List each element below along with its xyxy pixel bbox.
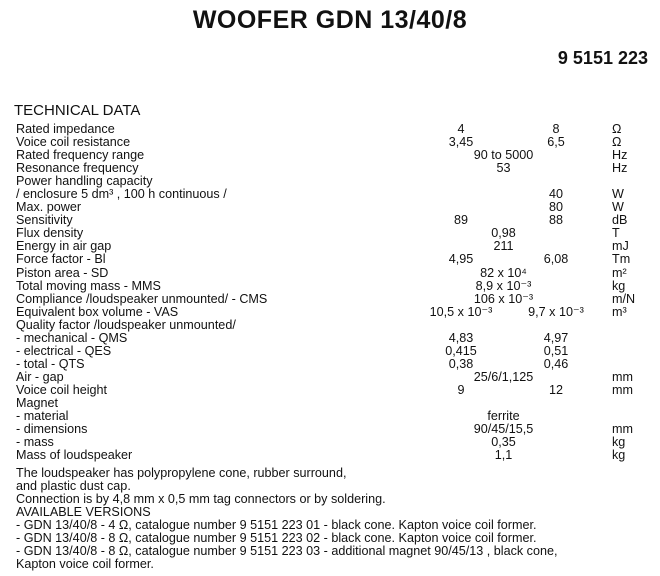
spec-label: Flux density	[16, 226, 84, 241]
spec-value-8ohm: 6,08	[543, 252, 569, 267]
section-heading: TECHNICAL DATA	[14, 102, 141, 119]
spec-unit: Tm	[612, 252, 631, 267]
spec-value-8ohm: 0,51	[543, 343, 569, 358]
spec-value-common: 106 x 10⁻³	[473, 291, 534, 306]
spec-unit: kg	[612, 448, 626, 463]
spec-value-4ohm: 4,83	[448, 330, 474, 345]
spec-label: Mass of loudspeaker	[16, 448, 133, 463]
spec-value-4ohm: 10,5 x 10⁻³	[429, 304, 493, 319]
spec-row	[16, 345, 656, 358]
spec-row	[16, 214, 656, 227]
spec-row	[16, 410, 656, 423]
spec-table	[16, 123, 656, 462]
spec-unit: Ω	[612, 122, 622, 136]
spec-unit: dB	[612, 213, 628, 228]
spec-label: - electrical - QES	[16, 343, 112, 358]
spec-unit: mm	[612, 369, 633, 384]
notes-block	[16, 467, 558, 571]
note-line: - GDN 13/40/8 - 4 Ω, catalogue number 9 5151 223 01 - black cone. Kapton voice coil former.	[16, 518, 537, 533]
spec-label: - dimensions	[16, 422, 88, 437]
spec-row	[16, 397, 656, 410]
spec-label: - mass	[16, 435, 54, 450]
note-line: - GDN 13/40/8 - 8 Ω, catalogue number 9 5151 223 03 - additional magnet 90/45/13 , black cone,	[16, 544, 558, 559]
spec-row	[16, 423, 656, 436]
spec-label: Rated frequency range	[16, 148, 145, 163]
note-line: Kapton voice coil former.	[16, 557, 154, 572]
spec-row	[16, 384, 656, 397]
spec-row	[16, 267, 656, 280]
spec-unit: mJ	[612, 239, 629, 254]
spec-value-4ohm: 4	[457, 122, 465, 136]
note-line: AVAILABLE VERSIONS	[16, 505, 151, 520]
spec-value-4ohm: 4,95	[448, 252, 474, 267]
note-line: The loudspeaker has polypropylene cone, rubber surround,	[16, 466, 347, 480]
spec-unit: Ω	[612, 135, 622, 150]
spec-label: Sensitivity	[16, 213, 73, 228]
spec-unit: Hz	[612, 161, 628, 176]
spec-value-8ohm: 4,97	[543, 330, 569, 345]
spec-label: Compliance /loudspeaker unmounted/ - CMS	[16, 291, 268, 306]
spec-value-8ohm: 80	[548, 200, 563, 215]
spec-value-common: 82 x 10⁴	[480, 265, 527, 280]
spec-label: Force factor - Bl	[16, 252, 106, 267]
spec-value-8ohm: 88	[548, 213, 563, 228]
spec-row	[16, 319, 656, 332]
spec-value-common: 25/6/1,125	[473, 369, 534, 384]
spec-value-4ohm: 0,415	[445, 343, 477, 358]
note-line: Connection is by 4,8 mm x 0,5 mm tag connectors or by soldering.	[16, 492, 386, 507]
spec-value-common: 8,9 x 10⁻³	[475, 278, 532, 293]
spec-value-8ohm: 40	[548, 187, 563, 202]
spec-row	[16, 371, 656, 384]
spec-label: - mechanical - QMS	[16, 330, 128, 345]
spec-label: / enclosure 5 dm³ , 100 h continuous /	[16, 187, 227, 202]
spec-value-8ohm: 8	[552, 122, 560, 136]
spec-label: Voice coil resistance	[16, 135, 131, 150]
spec-row	[16, 253, 656, 266]
spec-label: Piston area - SD	[16, 265, 109, 280]
spec-label: Voice coil height	[16, 382, 108, 397]
spec-unit: m³	[612, 304, 627, 319]
spec-label: Rated impedance	[16, 122, 115, 136]
spec-value-4ohm: 89	[453, 213, 468, 228]
spec-value-8ohm: 12	[548, 382, 563, 397]
catalogue-code: 9 5151 223	[557, 48, 648, 68]
spec-value-common: 1,1	[494, 448, 513, 463]
note-line: - GDN 13/40/8 - 8 Ω, catalogue number 9 5151 223 02 - black cone. Kapton voice coil former.	[16, 531, 537, 546]
spec-value-common: 90 to 5000	[473, 148, 534, 163]
spec-row	[16, 358, 656, 371]
spec-label: - material	[16, 409, 69, 424]
spec-value-common: 0,35	[491, 435, 516, 450]
spec-value-common: 90/45/15,5	[473, 422, 534, 437]
spec-label: Power handling capacity	[16, 174, 153, 189]
spec-row	[16, 449, 656, 462]
spec-unit: m/N	[612, 291, 636, 306]
note-line: and plastic dust cap.	[16, 479, 131, 494]
spec-unit: m²	[612, 265, 627, 280]
spec-row	[16, 227, 656, 240]
spec-value-common: 211	[493, 239, 514, 254]
spec-value-4ohm: 0,38	[448, 356, 474, 371]
spec-label: Equivalent box volume - VAS	[16, 304, 179, 319]
spec-row	[16, 293, 656, 306]
spec-row	[16, 332, 656, 345]
spec-unit: W	[612, 187, 624, 202]
spec-unit: kg	[612, 278, 626, 293]
spec-label: Max. power	[16, 200, 82, 215]
spec-unit: Hz	[612, 148, 628, 163]
spec-value-8ohm: 0,46	[543, 356, 569, 371]
spec-value-8ohm: 9,7 x 10⁻³	[528, 304, 584, 319]
spec-value-4ohm: 3,45	[448, 135, 474, 150]
spec-row	[16, 306, 656, 319]
document-title: WOOFER GDN 13/40/8	[192, 6, 468, 34]
spec-value-common: ferrite	[487, 409, 520, 424]
spec-value-8ohm: 6,5	[547, 135, 565, 150]
spec-label: Total moving mass - MMS	[16, 278, 161, 293]
spec-label: Quality factor /loudspeaker unmounted/	[16, 317, 236, 332]
spec-unit: T	[612, 226, 620, 241]
spec-label: Air - gap	[16, 369, 64, 384]
spec-unit: mm	[612, 422, 633, 437]
spec-row	[16, 280, 656, 293]
spec-label: Resonance frequency	[16, 161, 139, 176]
spec-label: Energy in air gap	[16, 239, 112, 254]
spec-unit: mm	[612, 382, 633, 397]
spec-value-4ohm: 9	[457, 382, 465, 397]
spec-label: Magnet	[16, 395, 59, 410]
spec-unit: W	[612, 200, 624, 215]
spec-value-common: 53	[496, 161, 511, 176]
spec-label: - total - QTS	[16, 356, 85, 371]
spec-value-common: 0,98	[491, 226, 516, 241]
spec-unit: kg	[612, 435, 626, 450]
